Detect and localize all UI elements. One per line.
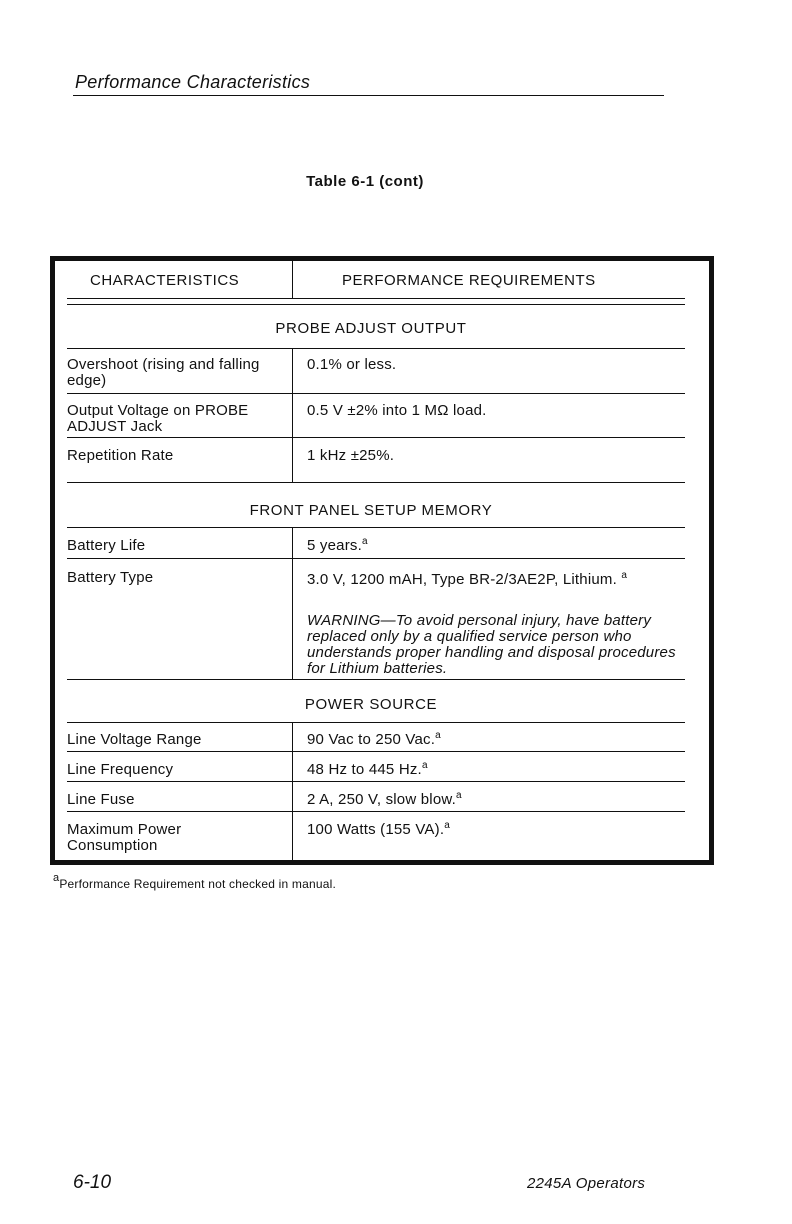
table-rule [67, 393, 685, 394]
requirement-cell [307, 792, 687, 808]
requirement-cell: 1 kHz ±25%. [307, 447, 395, 464]
column-divider [292, 722, 293, 860]
footnote-marker: a [421, 760, 428, 771]
characteristic-cell: Overshoot (rising and falling edge) [67, 356, 260, 389]
characteristic-cell: Maximum Power Consumption [67, 821, 182, 854]
requirement-cell [307, 538, 687, 554]
characteristic-cell: Battery Life [67, 537, 146, 554]
requirement-text: 90 Vac to 250 Vac. [307, 731, 436, 748]
requirement-text: 48 Hz to 445 Hz. [307, 761, 422, 778]
requirement-text: 3.0 V, 1200 mAH, Type BR-2/3AE2P, Lithium. [307, 571, 617, 588]
section-title: PROBE ADJUST OUTPUT [275, 320, 467, 337]
requirement-cell [307, 572, 637, 588]
footnote-text: Performance Requirement not checked in manual. [59, 877, 337, 891]
table-caption: Table 6-1 (cont) [306, 173, 424, 190]
footnote-marker: a [444, 820, 450, 831]
requirement-cell [307, 822, 687, 838]
footnote [53, 872, 336, 891]
characteristic-cell: Line Fuse [67, 791, 135, 808]
table-rule [67, 348, 685, 349]
column-header-performance-requirements: PERFORMANCE REQUIREMENTS [342, 272, 596, 289]
manual-title: 2245A Operators [527, 1175, 646, 1192]
requirement-cell [307, 732, 687, 748]
characteristic-cell: Output Voltage on PROBE ADJUST Jack [67, 402, 249, 435]
section-title: FRONT PANEL SETUP MEMORY [249, 502, 493, 519]
table-rule [67, 527, 685, 528]
characteristic-cell: Line Voltage Range [67, 731, 202, 748]
table-rule [67, 298, 685, 299]
requirement-cell: 0.5 V ±2% into 1 MΩ load. [307, 402, 487, 419]
characteristic-cell: Line Frequency [67, 761, 174, 778]
table-rule [67, 781, 685, 782]
footnote-marker: a [621, 570, 628, 581]
footnote-marker: a [53, 872, 60, 884]
spec-table [50, 256, 714, 865]
footnote-marker: a [361, 536, 368, 547]
table-rule [67, 437, 685, 438]
table-rule [67, 482, 685, 483]
requirement-cell: 0.1% or less. [307, 356, 397, 373]
column-divider [292, 261, 293, 298]
table-rule [67, 722, 685, 723]
table-rule [67, 304, 685, 305]
column-divider [292, 527, 293, 679]
page-header-title: Performance Characteristics [75, 72, 311, 92]
page-number: 6-10 [73, 1172, 112, 1193]
table-rule [67, 679, 685, 680]
warning-text: WARNING—To avoid personal injury, have battery replaced only by a qualified service person who understands proper handling and disposal procedures for Lithium batteries. [307, 612, 676, 677]
column-header-characteristics: CHARACTERISTICS [90, 272, 240, 289]
characteristic-cell: Repetition Rate [67, 447, 174, 464]
footnote-marker: a [455, 790, 462, 801]
header-rule [73, 95, 664, 96]
table-rule [67, 558, 685, 559]
section-title: POWER SOURCE [304, 696, 438, 713]
characteristic-cell: Battery Type [67, 569, 154, 586]
requirement-cell [307, 762, 687, 778]
requirement-text: 2 A, 250 V, slow blow. [307, 791, 456, 808]
column-divider [292, 348, 293, 482]
requirement-text: 100 Watts (155 VA). [307, 821, 445, 838]
requirement-text: 5 years. [307, 537, 362, 554]
footnote-marker: a [435, 730, 441, 741]
table-rule [67, 751, 685, 752]
table-rule [67, 811, 685, 812]
